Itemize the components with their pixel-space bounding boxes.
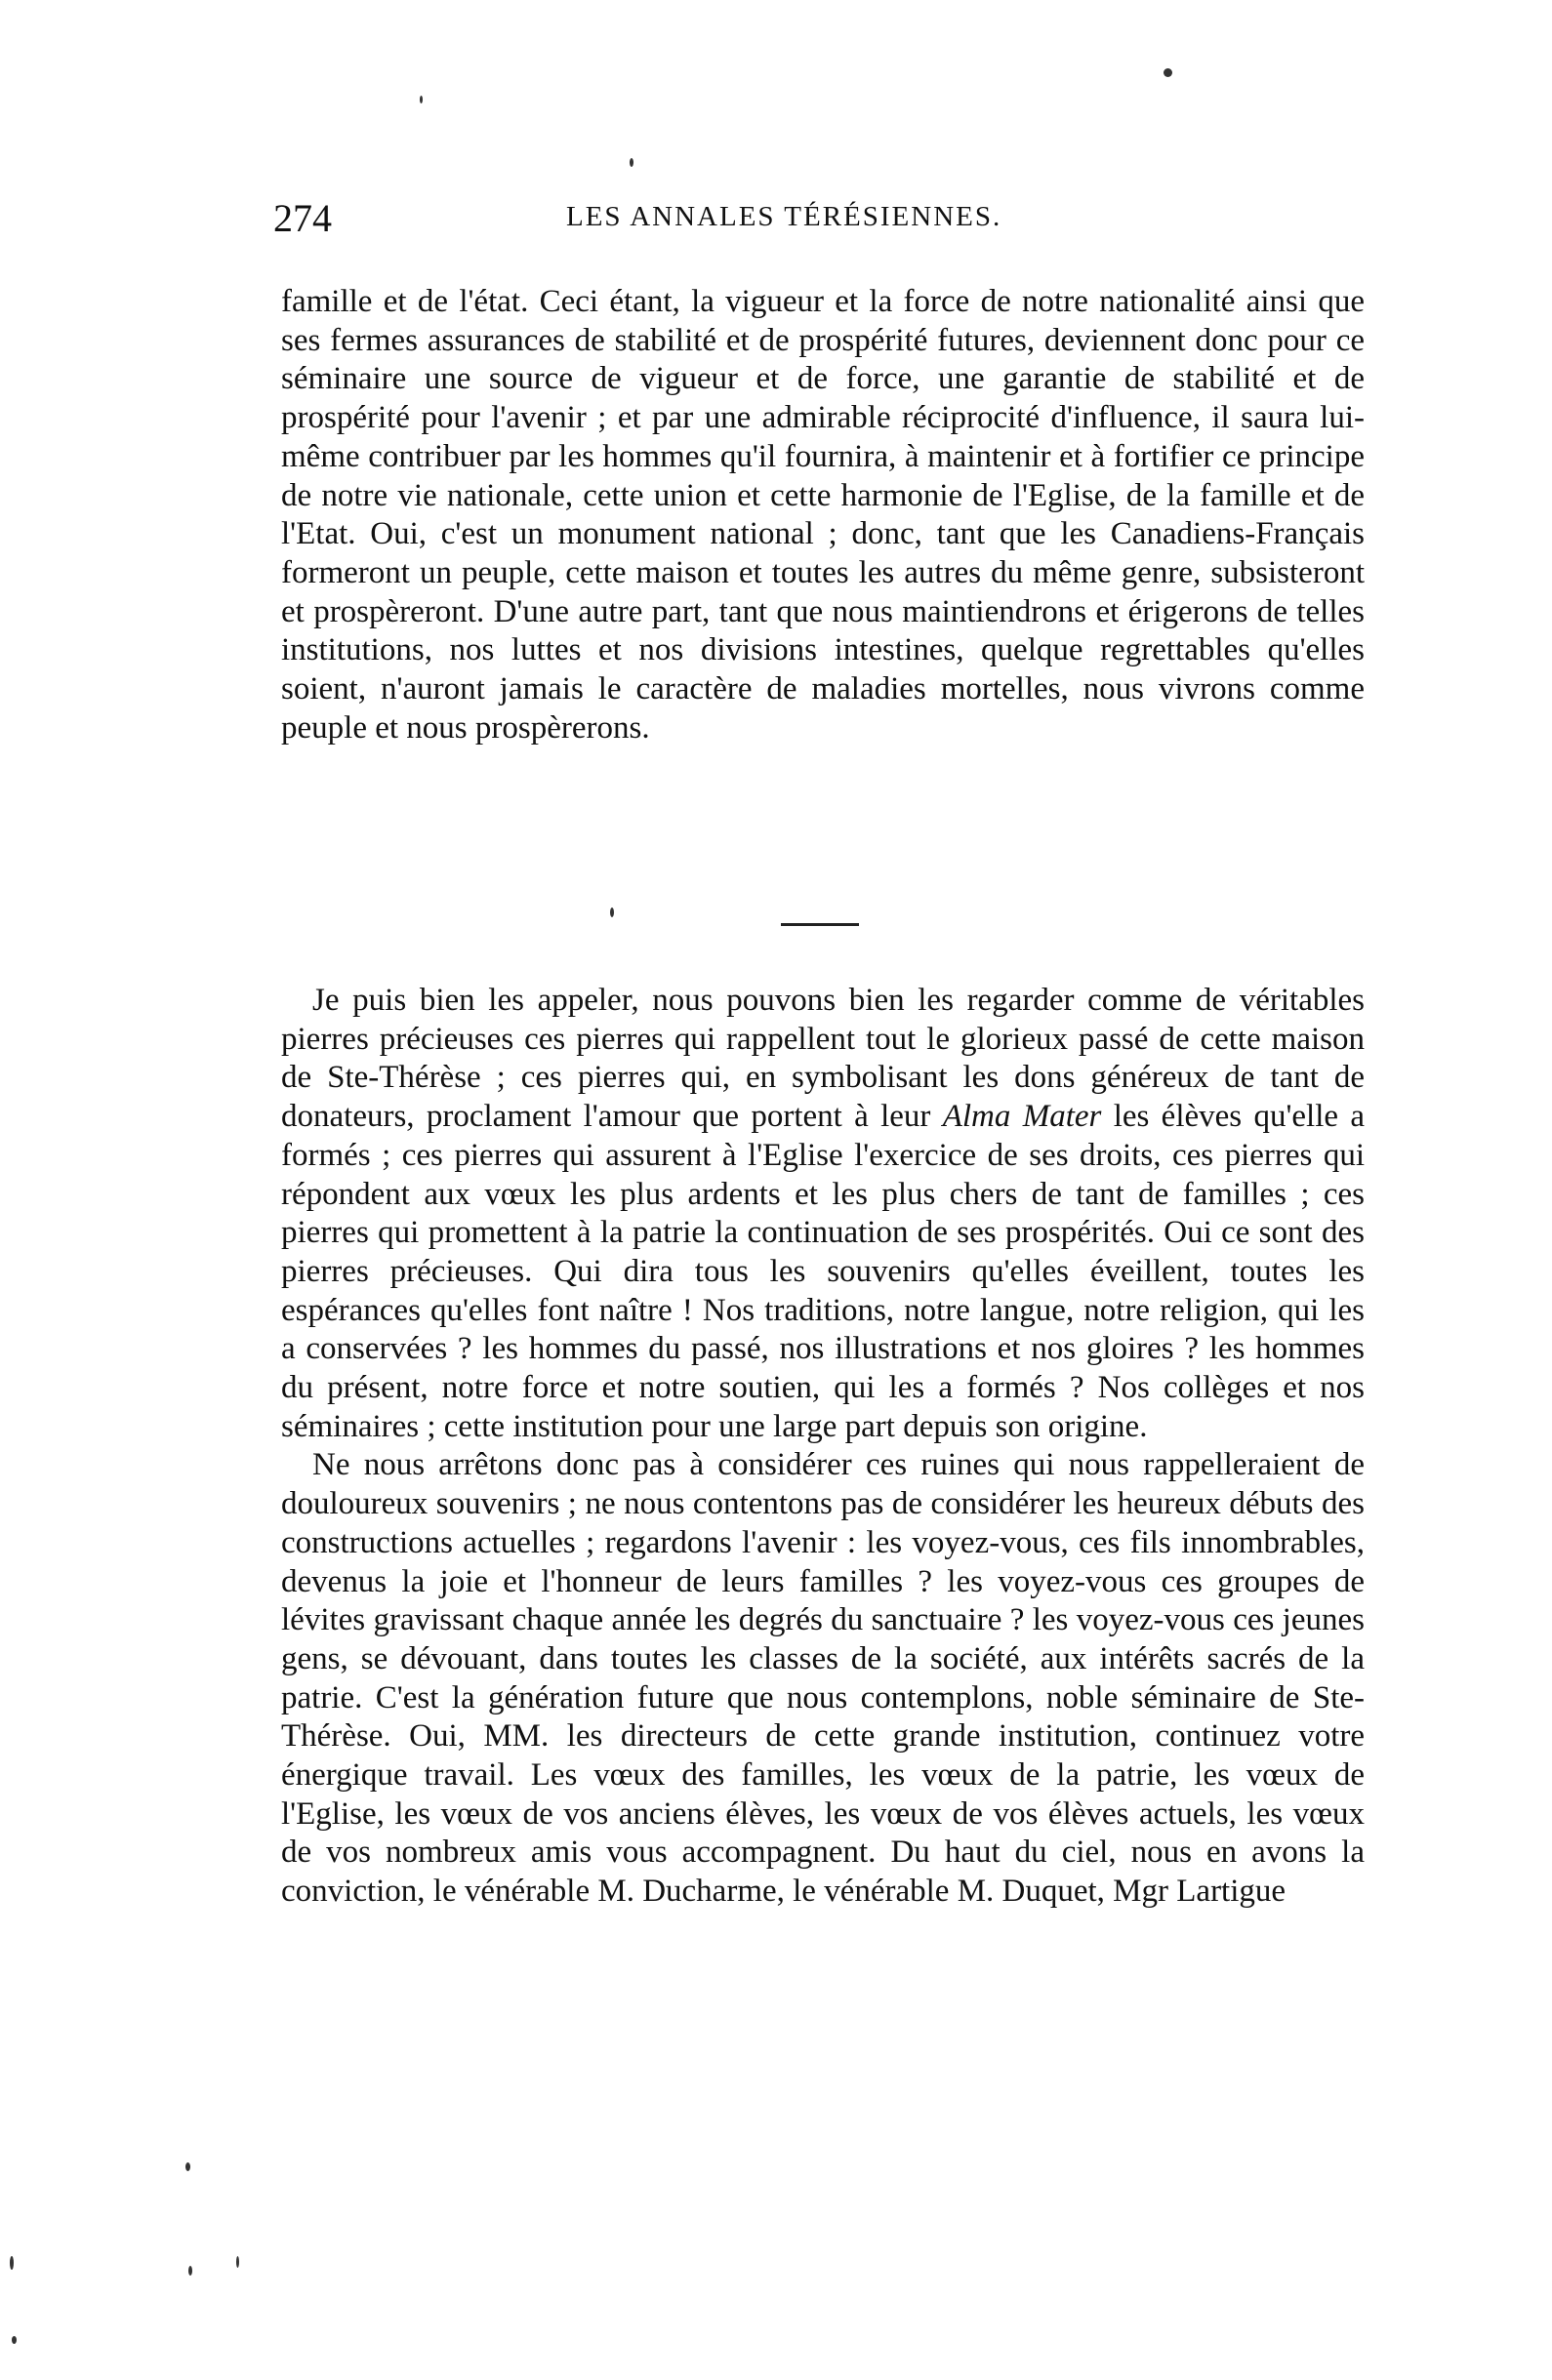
text-block-top (281, 283, 1365, 747)
page-header (273, 195, 1367, 254)
scan-speck (630, 158, 633, 167)
paragraph-2 (281, 982, 1365, 1446)
scan-speck (420, 96, 423, 103)
scan-speck (610, 908, 614, 917)
scan-speck (188, 2266, 192, 2276)
scan-speck (1164, 68, 1172, 77)
paragraph-1: famille et de l'état. Ceci étant, la vigueur et la force de notre nationalité ainsi que ses fermes assurances de stabilité et de prospérité futures, deviennent donc pour ce séminaire une source de vigueur et de force, une garantie de stabilité et de prospérité pour l'avenir ; et par une admirable réciprocité d'influence, il saura lui-même contribuer par les hommes qu'il fournira, à maintenir et à fortifier ce principe de notre vie nationale, cette union et cette harmonie de l'Eglise, de la famille et de l'Etat. Oui, c'est un monument national ; donc, tant que les Canadiens-Français formeront un peuple, cette maison et toutes les autres du même genre, subsisteront et prospèreront. D'une autre part, tant que nous maintiendrons et érigerons de telles institutions, nos luttes et nos divisions intestines, quelque regrettables qu'elles soient, n'auront jamais le caractère de maladies mortelles, nous vivrons comme peuple et nous prospèrerons. (281, 284, 1365, 746)
page-number: 274 (273, 196, 332, 240)
scan-speck (236, 2256, 239, 2268)
section-separator (781, 923, 859, 926)
paragraph-2-emphasis: Alma Mater (942, 1099, 1102, 1135)
paragraph-2-text-a: Je puis bien les appeler, nous pouvons bien les regarder comme de véritables pierres précieuses ces pierres qui rappellent tout le glorieux passé de cette maison de Ste-Thérèse ; ces pierres qui, en symbolisant les dons généreux de tant de donateurs, proclament l'amour que portent à leur (281, 983, 1365, 1135)
scan-speck (12, 2336, 17, 2344)
scan-speck (10, 2256, 14, 2270)
paragraph-2-text-b: les élèves qu'elle a formés ; ces pierres qui assurent à l'Eglise l'exercice de ses droits, ces pierres qui répondent aux vœux les plus ardents et les plus chers de tant de familles ; ces pierres qui promettent à la patrie la continuation de ses prospérités. Oui ce sont des pierres précieuses. Qui dira tous les souvenirs qu'elles éveillent, toutes les espérances qu'elles font naître ! Nos traditions, notre langue, notre religion, qui les a conservées ? les hommes du passé, nos illustrations et nos gloires ? les hommes du présent, notre force et notre soutien, qui les a formés ? Nos collèges et nos séminaires ; cette institution pour une large part depuis son origine. (281, 1099, 1365, 1444)
paragraph-3: Ne nous arrêtons donc pas à considérer ces ruines qui nous rappelleraient de douloureux souvenirs ; ne nous contentons pas de considérer les heureux débuts des constructions actuelles ; regardons l'avenir : les voyez-vous, ces fils innombrables, devenus la joie et l'honneur de leurs familles ? les voyez-vous ces groupes de lévites gravissant chaque année les degrés du sanctuaire ? les voyez-vous ces jeunes gens, se dévouant, dans toutes les classes de la société, aux intérêts sacrés de la patrie. C'est la génération future que nous contemplons, noble séminaire de Ste-Thérèse. Oui, MM. les directeurs de cette grande institution, continuez votre énergique travail. Les vœux des familles, les vœux de la patrie, les vœux de l'Eglise, les vœux de vos anciens élèves, les vœux de vos élèves actuels, les vœux de vos nombreux amis vous accompagnent. Du haut du ciel, nous en avons la conviction, le vénérable M. Ducharme, le vénérable M. Duquet, Mgr Lartigue (281, 1447, 1365, 1910)
scan-speck (185, 2162, 190, 2171)
running-title: LES ANNALES TÉRÉSIENNES. (566, 201, 1002, 232)
text-block-bottom (281, 982, 1365, 1912)
